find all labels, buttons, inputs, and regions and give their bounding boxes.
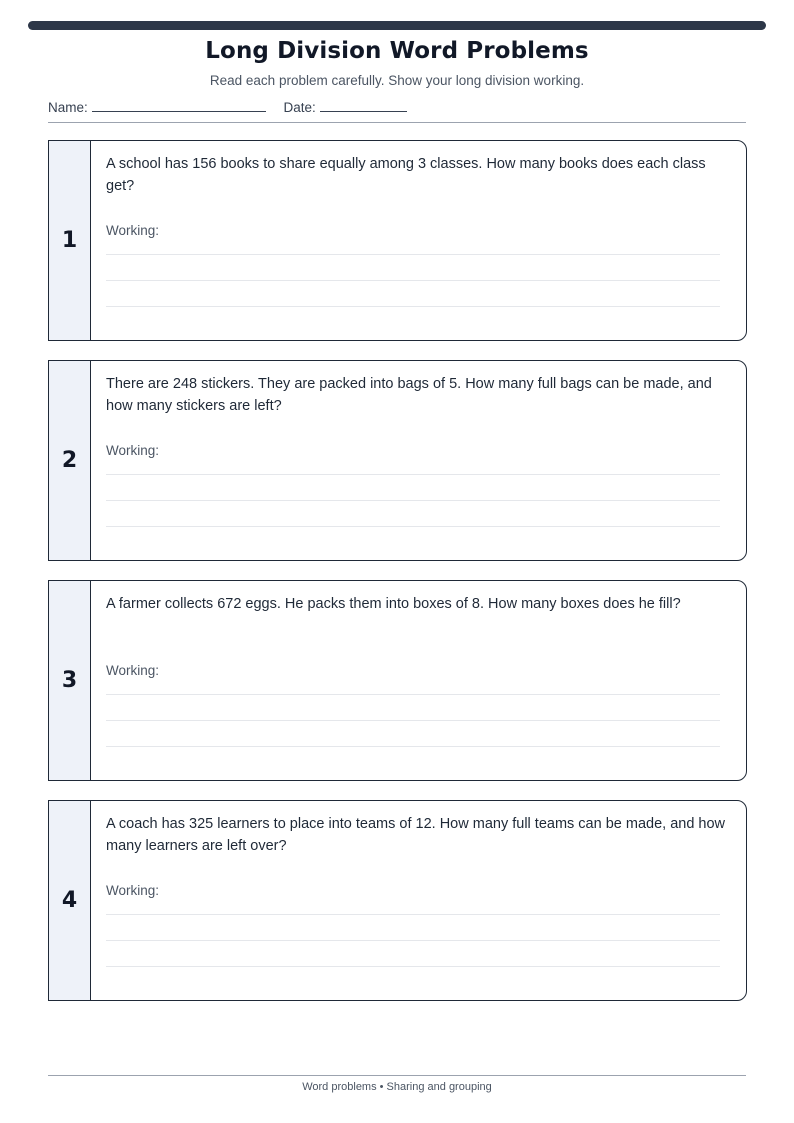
date-blank[interactable] bbox=[320, 99, 407, 112]
problem-number-column bbox=[49, 581, 91, 780]
page-title: Long Division Word Problems bbox=[205, 38, 589, 64]
problem-number-column bbox=[49, 141, 91, 340]
problem-number-column bbox=[49, 801, 91, 1000]
working-label: Working: bbox=[106, 223, 160, 238]
problem-card-3 bbox=[48, 580, 747, 781]
problem-number: 2 bbox=[61, 448, 78, 473]
header-divider bbox=[48, 122, 746, 123]
name-label: Name: bbox=[48, 100, 88, 115]
name-blank[interactable] bbox=[92, 99, 266, 112]
top-accent-bar bbox=[28, 21, 766, 30]
problem-number-column bbox=[49, 361, 91, 560]
problem-number: 1 bbox=[61, 228, 78, 253]
problem-text: There are 248 stickers. They are packed into bags of 5. How many full bags can be made, and how many stickers are left? bbox=[106, 376, 712, 414]
working-line[interactable] bbox=[106, 526, 720, 527]
working-label: Working: bbox=[106, 883, 160, 898]
problem-card-4 bbox=[48, 800, 747, 1001]
working-line[interactable] bbox=[106, 254, 720, 255]
problem-text: A school has 156 books to share equally among 3 classes. How many books does each class get? bbox=[106, 156, 706, 194]
working-line[interactable] bbox=[106, 966, 720, 967]
problem-text: A coach has 325 learners to place into teams of 12. How many full teams can be made, and how many learners are left over? bbox=[106, 816, 726, 854]
working-line[interactable] bbox=[106, 694, 720, 695]
working-line[interactable] bbox=[106, 940, 720, 941]
working-label: Working: bbox=[106, 663, 160, 678]
working-line[interactable] bbox=[106, 280, 720, 281]
problem-text: A farmer collects 672 eggs. He packs them into boxes of 8. How many boxes does he fill? bbox=[106, 596, 681, 612]
working-line[interactable] bbox=[106, 720, 720, 721]
date-label: Date: bbox=[283, 100, 316, 115]
footer-divider bbox=[48, 1075, 746, 1076]
page-footer: Word problems • Sharing and grouping bbox=[302, 1081, 492, 1093]
working-line[interactable] bbox=[106, 914, 720, 915]
problem-number: 4 bbox=[61, 888, 78, 913]
problem-card-2 bbox=[48, 360, 747, 561]
page-subtitle: Read each problem carefully. Show your long division working. bbox=[209, 73, 585, 88]
working-line[interactable] bbox=[106, 306, 720, 307]
working-label: Working: bbox=[106, 443, 160, 458]
name-date-row bbox=[48, 99, 407, 115]
working-line[interactable] bbox=[106, 500, 720, 501]
problem-card-1 bbox=[48, 140, 747, 341]
problem-number: 3 bbox=[61, 668, 78, 693]
working-line[interactable] bbox=[106, 746, 720, 747]
working-line[interactable] bbox=[106, 474, 720, 475]
